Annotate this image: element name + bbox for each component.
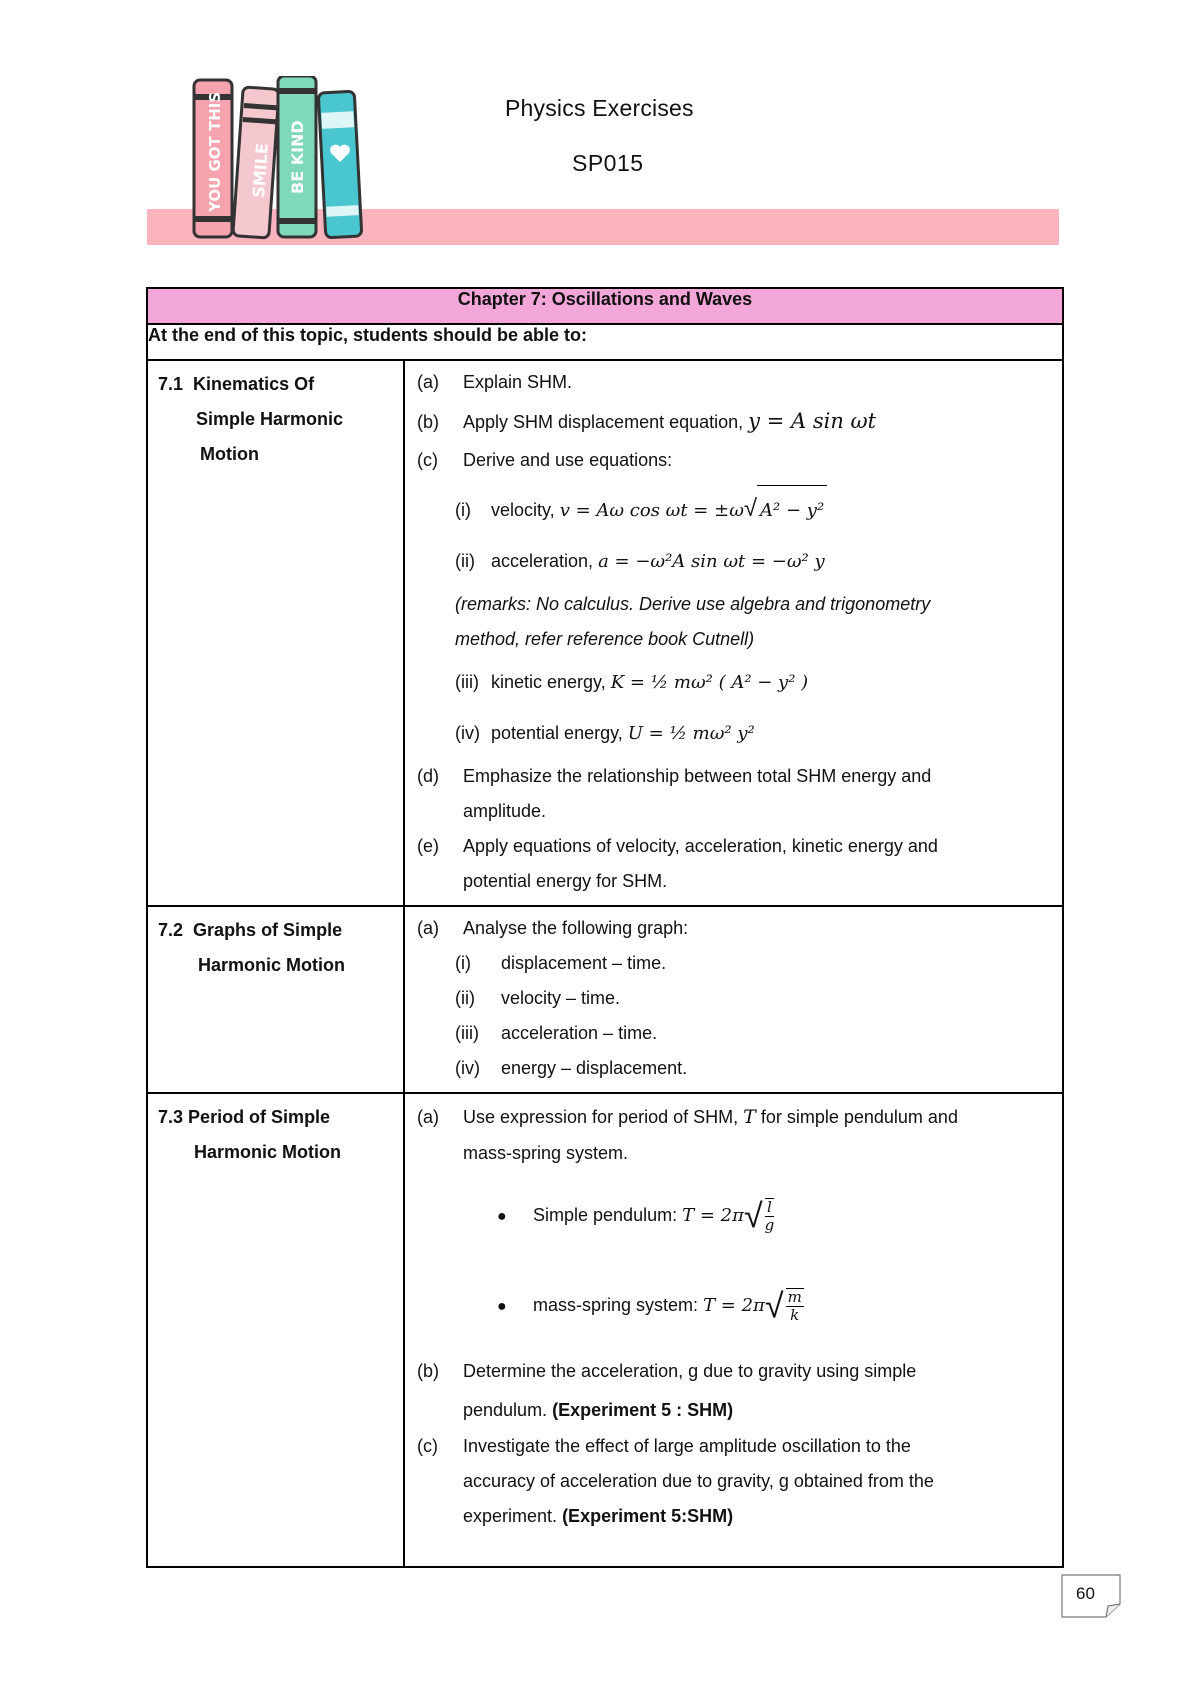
remark-line: method, refer reference book Cutnell) bbox=[455, 629, 755, 649]
objective-d-cont: amplitude. bbox=[463, 801, 547, 821]
topic-number: 7.2 bbox=[158, 920, 184, 940]
objective-c-cont: accuracy of acceleration due to gravity, g obtained from the bbox=[463, 1471, 934, 1491]
document-title: Physics Exercises bbox=[505, 95, 694, 121]
objective-a: (a) Analyse the following graph: bbox=[417, 918, 689, 938]
objective-a: (a) Use expression for period of SHM, T for simple pendulum and bbox=[417, 1106, 958, 1128]
intro-text: At the end of this topic, students should be able to: bbox=[147, 324, 1063, 360]
sqrt-icon: √ bbox=[743, 495, 758, 522]
objective-e: (e) Apply equations of velocity, acceleration, kinetic energy and bbox=[417, 836, 938, 856]
objective-c: (c) Investigate the effect of large amplitude oscillation to the bbox=[417, 1436, 911, 1456]
objective-d: (d) Emphasize the relationship between total SHM energy and bbox=[417, 766, 932, 786]
velocity-formula: v = Aω cos ωt = ±ω bbox=[559, 500, 744, 521]
kinetic-energy-formula: K = ½ mω² ( A² − y² ) bbox=[610, 672, 809, 693]
topic-number: 7.1 bbox=[158, 374, 184, 394]
topic-title-line: Period of Simple bbox=[188, 1107, 331, 1127]
topic-number: 7.3 bbox=[158, 1107, 184, 1127]
spring-period-formula: T = 2π bbox=[703, 1295, 765, 1316]
objective-a-cont: mass-spring system. bbox=[463, 1143, 629, 1163]
course-code: SP015 bbox=[572, 150, 644, 176]
topic-cell-7-2 bbox=[147, 906, 404, 1093]
objective-c: (c) Derive and use equations: bbox=[417, 450, 673, 470]
bullet-icon: ● bbox=[497, 1298, 507, 1315]
bullet-simple-pendulum: ● Simple pendulum: T = 2π√ $\frac{l}{g}$ bbox=[417, 1171, 1050, 1261]
displacement-formula: y = A sin ωt bbox=[748, 409, 877, 433]
bullet-icon: ● bbox=[497, 1208, 507, 1225]
bullet-mass-spring: ● mass-spring system: T = 2π√ $\frac{m}{k}$ bbox=[417, 1261, 1050, 1351]
topic-title-line: Graphs of Simple bbox=[193, 920, 343, 940]
graph-item: (ii) velocity – time. bbox=[455, 988, 621, 1008]
velocity-root: A² − y² bbox=[757, 485, 827, 536]
objective-b: (b) Determine the acceleration, g due to gravity using simple bbox=[417, 1361, 917, 1381]
objectives-cell-7-3 bbox=[404, 1093, 1063, 1567]
objective-a: (a) Explain SHM. bbox=[417, 372, 573, 392]
topic-title-line: Harmonic Motion bbox=[198, 955, 345, 975]
book-spine-3-label: BE KIND bbox=[288, 120, 307, 194]
topic-cell-7-3 bbox=[147, 1093, 404, 1567]
books-illustration bbox=[190, 76, 380, 241]
objective-e-cont: potential energy for SHM. bbox=[463, 871, 668, 891]
syllabus-table bbox=[146, 287, 1064, 1568]
graph-item: (i) displacement – time. bbox=[455, 953, 667, 973]
objectives-cell-7-1 bbox=[404, 360, 1063, 906]
objective-c-cont: experiment. (Experiment 5:SHM) bbox=[463, 1506, 734, 1526]
objective-c-iv: (iv) potential energy, U = ½ mω² y² bbox=[455, 723, 755, 744]
topic-title-line: Motion bbox=[200, 444, 259, 464]
objectives-cell-7-2 bbox=[404, 906, 1063, 1093]
potential-energy-formula: U = ½ mω² y² bbox=[627, 723, 755, 744]
topic-title-line: Kinematics Of bbox=[193, 374, 315, 394]
objective-b-cont: pendulum. (Experiment 5 : SHM) bbox=[463, 1400, 734, 1420]
book-be-kind bbox=[278, 76, 316, 237]
section-row-7-1 bbox=[147, 360, 1063, 906]
chapter-row bbox=[147, 288, 1063, 324]
sqrt-icon: √ bbox=[743, 1197, 763, 1236]
page-number: 60 bbox=[1076, 1584, 1095, 1603]
objective-c-i: (i) velocity, v = Aω cos ωt = ±ω√ A² − y² bbox=[417, 484, 1050, 536]
intro-row bbox=[147, 324, 1063, 360]
remark-line: (remarks: No calculus. Derive use algebra and trigonometry bbox=[455, 594, 931, 614]
book-smile bbox=[233, 87, 279, 238]
section-row-7-2 bbox=[147, 906, 1063, 1093]
book-spine-1-label: YOU GOT THIS bbox=[206, 91, 224, 212]
book-you-got-this bbox=[194, 80, 232, 237]
book-heart bbox=[318, 91, 362, 238]
graph-item: (iv) energy – displacement. bbox=[455, 1058, 688, 1078]
objective-c-iii: (iii) kinetic energy, K = ½ mω² ( A² − y² ) bbox=[455, 672, 809, 693]
chapter-title: Chapter 7: Oscillations and Waves bbox=[147, 288, 1063, 324]
graph-item: (iii) acceleration – time. bbox=[455, 1023, 658, 1043]
topic-title-line: Harmonic Motion bbox=[194, 1142, 341, 1162]
topic-cell-7-1 bbox=[147, 360, 404, 906]
section-row-7-3 bbox=[147, 1093, 1063, 1567]
objective-b: (b) Apply SHM displacement equation, y = A sin ωt bbox=[417, 409, 877, 433]
book-spine-2-label: SMILE bbox=[249, 142, 272, 199]
pendulum-period-formula: T = 2π bbox=[682, 1205, 744, 1226]
objective-c-ii: (ii) acceleration, a = −ω²A sin ωt = −ω² y bbox=[455, 551, 825, 572]
topic-title-line: Simple Harmonic bbox=[196, 409, 344, 429]
sqrt-icon: √ bbox=[764, 1287, 784, 1326]
acceleration-formula: a = −ω²A sin ωt = −ω² y bbox=[598, 551, 825, 572]
